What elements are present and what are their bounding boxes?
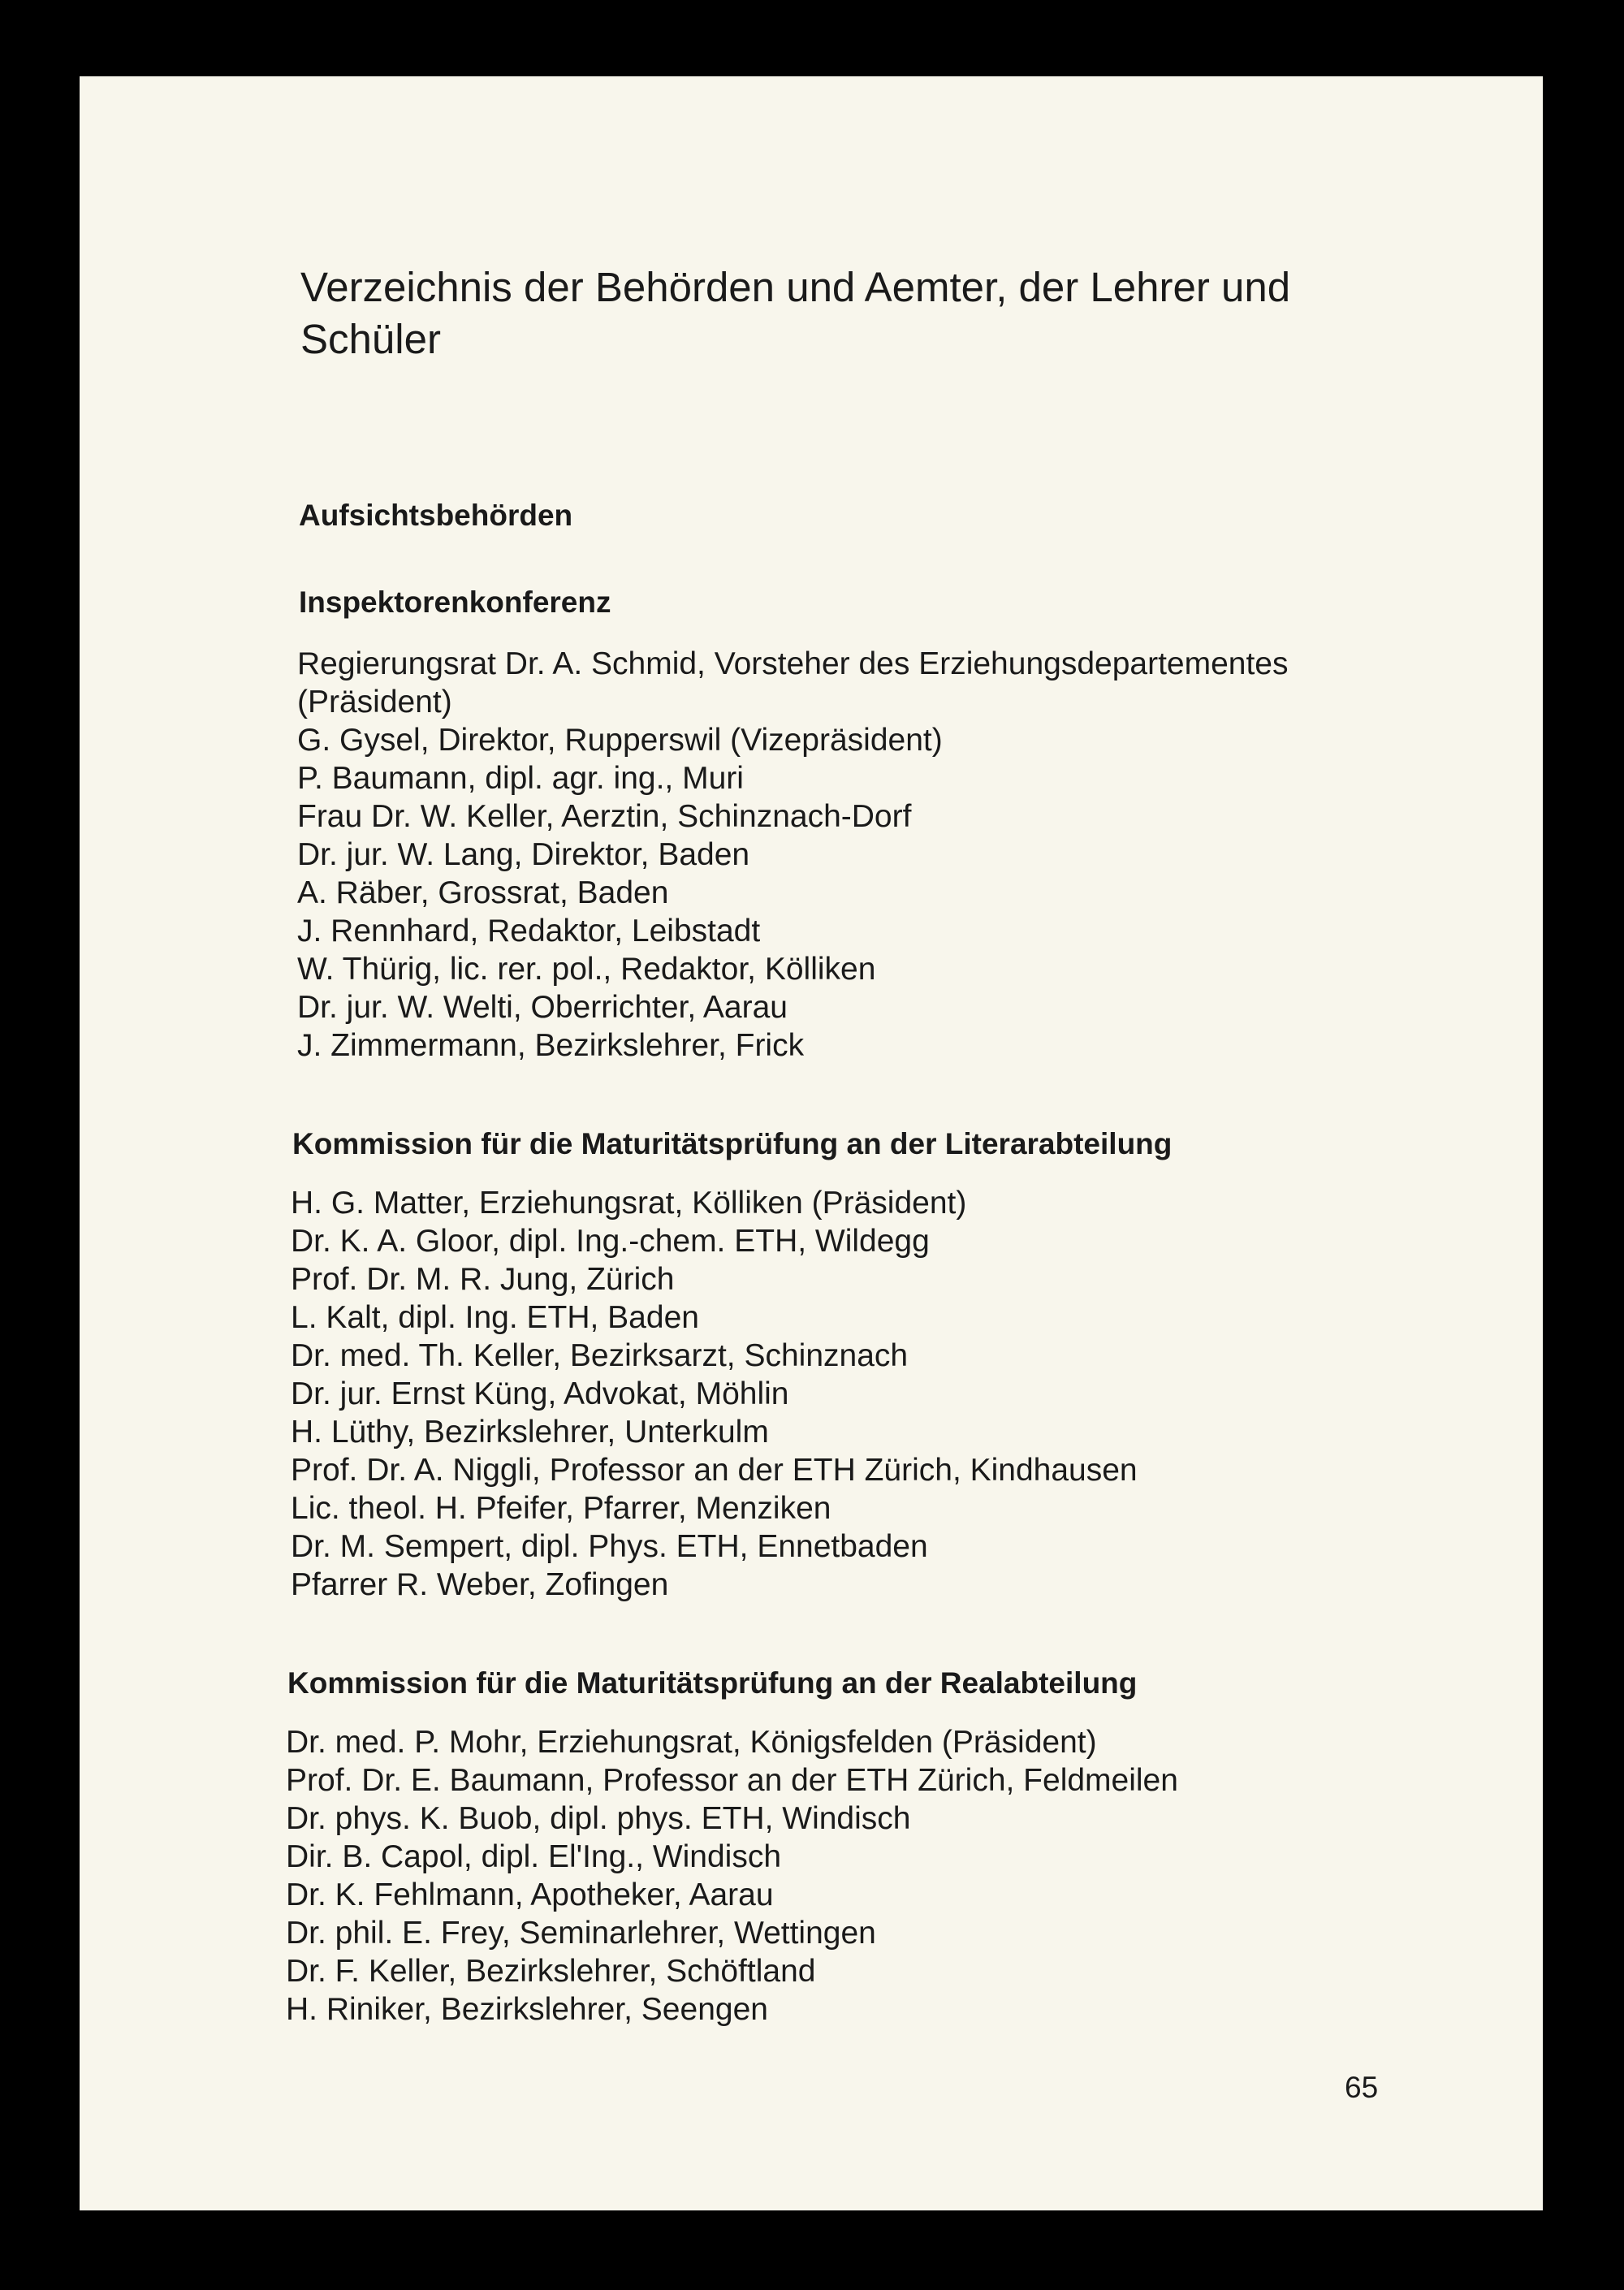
list-item: Dr. K. A. Gloor, dipl. Ing.-chem. ETH, Wildegg [291,1224,930,1259]
list-item: Dir. B. Capol, dipl. El'Ing., Windisch [286,1839,782,1874]
list-item: P. Baumann, dipl. agr. ing., Muri [297,761,744,796]
list-item: J. Rennhard, Redaktor, Leibstadt [297,914,761,948]
page-number: 65 [1345,2071,1379,2104]
heading-aufsichtsbehoerden: Aufsichtsbehörden [299,499,573,532]
list-item: Pfarrer R. Weber, Zofingen [291,1567,669,1602]
list-item: H. Riniker, Bezirkslehrer, Seengen [286,1992,768,2027]
list-item: W. Thürig, lic. rer. pol., Redaktor, Kölliken [297,952,876,987]
list-item: Dr. phil. E. Frey, Seminarlehrer, Wettingen [286,1916,876,1951]
list-item: Dr. jur. W. Lang, Direktor, Baden [297,837,750,872]
list-item: Dr. jur. Ernst Küng, Advokat, Möhlin [291,1376,789,1411]
page-title: Verzeichnis der Behörden und Aemter, der Lehrer und Schüler [300,264,1291,362]
list-item: Prof. Dr. M. R. Jung, Zürich [291,1262,675,1297]
heading-literarabteilung: Kommission für die Maturitätsprüfung an der Literarabteilung [292,1127,1173,1160]
heading-inspektorenkonferenz: Inspektorenkonferenz [299,585,611,619]
list-item: Prof. Dr. E. Baumann, Professor an der ETH Zürich, Feldmeilen [286,1763,1178,1798]
list-item: Dr. K. Fehlmann, Apotheker, Aarau [286,1877,774,1912]
list-item: (Präsident) [297,685,452,719]
list-item: Dr. med. P. Mohr, Erziehungsrat, Königsfelden (Präsident) [286,1725,1097,1760]
list-item: Dr. jur. W. Welti, Oberrichter, Aarau [297,990,788,1025]
heading-realabteilung: Kommission für die Maturitätsprüfung an der Realabteilung [287,1666,1138,1700]
list-item: J. Zimmermann, Bezirkslehrer, Frick [297,1028,805,1063]
list-item: Dr. F. Keller, Bezirkslehrer, Schöftland [286,1954,816,1989]
list-item: Frau Dr. W. Keller, Aerztin, Schinznach-Dorf [297,799,912,834]
literarabteilung-list [291,1184,1138,1604]
list-item: H. Lüthy, Bezirkslehrer, Unterkulm [291,1415,769,1450]
document-page [80,76,1543,2210]
list-item: Dr. med. Th. Keller, Bezirksarzt, Schinznach [291,1338,909,1373]
list-item: Dr. M. Sempert, dipl. Phys. ETH, Ennetbaden [291,1529,928,1564]
list-item: L. Kalt, dipl. Ing. ETH, Baden [291,1300,699,1335]
realabteilung-list [286,1723,1178,2029]
list-item: Regierungsrat Dr. A. Schmid, Vorsteher des Erziehungsdepartementes [297,646,1289,681]
inspektorenkonferenz-list [297,645,1288,1065]
list-item: G. Gysel, Direktor, Rupperswil (Vizepräsident) [297,723,943,758]
list-item: Lic. theol. H. Pfeifer, Pfarrer, Menziken [291,1491,831,1526]
list-item: Prof. Dr. A. Niggli, Professor an der ETH Zürich, Kindhausen [291,1453,1138,1488]
list-item: Dr. phys. K. Buob, dipl. phys. ETH, Windisch [286,1801,911,1836]
list-item: A. Räber, Grossrat, Baden [297,875,669,910]
list-item: H. G. Matter, Erziehungsrat, Kölliken (Präsident) [291,1186,967,1221]
